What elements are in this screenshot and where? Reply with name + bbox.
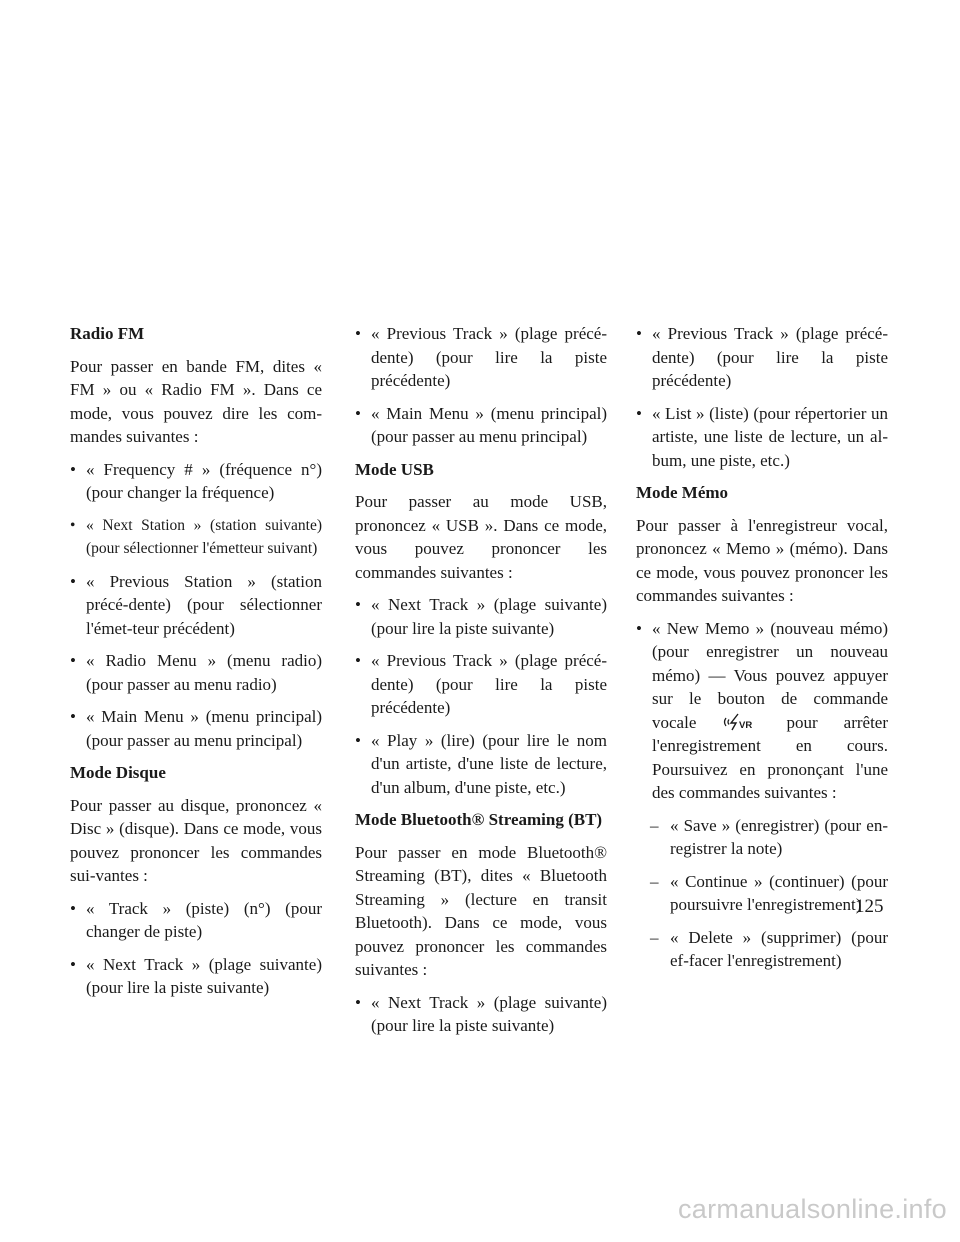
sub-list-item: – « Continue » (continuer) (pour poursuivre l'enregistrement) [650,871,888,914]
sub-list-item: – « Delete » (supprimer) (pour ef-facer l'enregistrement) [650,927,888,970]
paragraph-mode-bluetooth: Pour passer en mode Bluetooth® Streaming (BT), dites « Bluetooth Streaming » (lecture en transit Bluetooth). Dans ce mode, vous pouvez prononcer les commandes suivantes : [355,842,607,979]
page-number: 125 [855,896,884,917]
heading-mode-bluetooth: Mode Bluetooth® Streaming (BT) [355,810,603,829]
list-item: • « Next Station » (station suivante) (pour sélectionner l'émetteur suivant) [70,516,322,557]
list-item: • « Radio Menu » (menu radio) (pour passer au menu radio) [70,651,322,694]
heading-mode-usb: Mode USB [355,459,434,479]
column-1 [70,322,322,1009]
paragraph-mode-memo: Pour passer à l'enregistreur vocal, prononcez « Memo » (mémo). Dans ce mode, vous pouvez prononcer les commandes suivantes : [636,515,888,605]
list-item: • « Previous Track » (plage précé-dente) (pour lire la piste précédente) [636,324,888,390]
paragraph-mode-usb: Pour passer au mode USB, prononcez « USB ». Dans ce mode, vous pouvez prononcer les commandes suivantes : [355,492,607,582]
column-2 [355,322,607,1047]
list-item: • « Previous Station » (station précé-dente) (pour sélectionner l'émet-teur précédent) [70,571,322,638]
list-item: • « List » (liste) (pour répertorier un artiste, une liste de lecture, un al-bum, une piste, etc.) [636,403,888,470]
heading-mode-memo: Mode Mémo [636,483,729,502]
watermark: carmanualsonline.info [678,1194,947,1224]
list-item: • « Main Menu » (menu principal) (pour passer au menu principal) [355,403,607,446]
list-item: • « Main Menu » (menu principal) (pour passer au menu principal) [70,707,322,750]
svg-text:VR: VR [739,719,753,731]
paragraph-radio-fm: Pour passer en bande FM, dites « FM » ou « Radio FM ». Dans ce mode, vous pouvez dire les com-mandes suivantes : [70,356,322,446]
paragraph-mode-disque: Pour passer au disque, prononcez « Disc » (disque). Dans ce mode, vous pouvez prononcer les commandes sui-vantes : [70,795,322,885]
list-item: • « Previous Track » (plage précé-dente) (pour lire la piste précédente) [355,651,607,717]
list-item: • « Track » (piste) (n°) (pour changer de piste) [70,898,322,941]
list-item: • « Previous Track » (plage précé-dente) (pour lire la piste précédente) [355,324,607,390]
column-3 [636,322,888,982]
list-item: • « Next Track » (plage suivante) (pour lire la piste suivante) [355,595,607,638]
list-item-new-memo: • « New Memo » (nouveau mémo) (pour enregistrer un nouveau mémo) — Vous pouvez appuyer sur le bouton de commande vocale VR pour arrêter l'enregistrement en cours. Poursuivez en prononçant l'une des commandes suivantes : [636,618,888,802]
sub-list-item: – « Save » (enregistrer) (pour en-registrer la note) [650,815,888,858]
list-item: • « Play » (lire) (pour lire le nom d'un artiste, d'une liste de lecture, d'un album, d'une piste, etc.) [355,730,607,797]
heading-mode-disque: Mode Disque [70,763,166,782]
voice-command-icon [722,713,758,731]
list-item: • « Next Track » (plage suivante) (pour lire la piste suivante) [70,954,322,997]
list-item: • « Next Track » (plage suivante) (pour lire la piste suivante) [355,992,607,1035]
heading-radio-fm: Radio FM [70,324,145,343]
list-item: • « Frequency # » (fréquence n°) (pour changer la fréquence) [70,459,322,502]
